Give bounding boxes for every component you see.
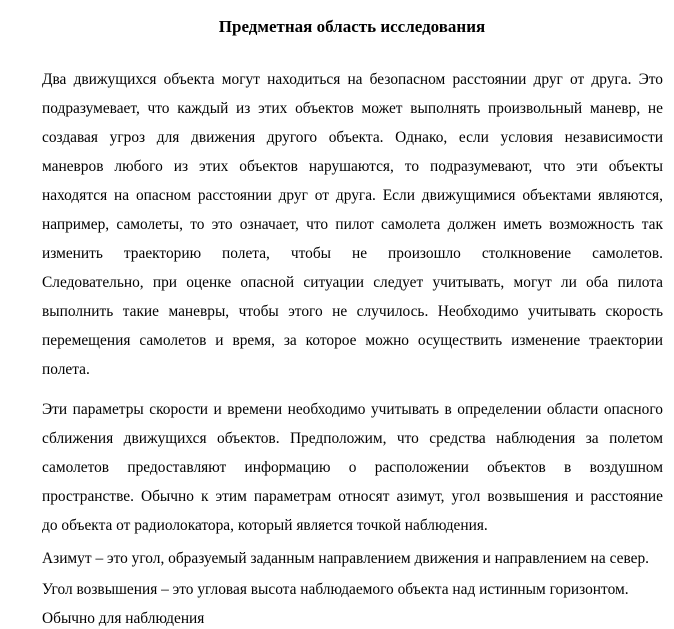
paragraph-line: Следовательно, при оценке опасной ситуации следует учитывать, могут ли оба пилота — [42, 274, 663, 291]
paragraph-line: пространстве. Обычно к этим параметрам относят азимут, угол возвышения и расстояние — [42, 488, 663, 505]
cut-off-text: Обычно для наблюдения — [42, 610, 205, 627]
cut-off-line — [42, 603, 663, 627]
document-title: Предметная область исследования — [218, 17, 486, 36]
paragraph-line: самолетов предоставляют информацию о расположении объектов в воздушном — [42, 459, 663, 476]
paragraph-line: Азимут – это угол, образуемый заданным направлением движения и направлением на север. — [42, 550, 649, 567]
paragraph-line: Эти параметры скорости и времени необходимо учитывать в определении области опасного — [42, 401, 663, 418]
paragraph-line: маневров любого из этих объектов нарушаются, то подразумевают, что эти объекты — [42, 158, 663, 175]
paragraph-line: Угол возвышения – это угловая высота наблюдаемого объекта над истинным горизонтом. — [42, 581, 629, 598]
paragraph-line: создавая угроз для движения другого объекта. Однако, если условия независимости — [42, 129, 663, 146]
paragraph-line: находятся на опасном расстоянии друг от друга. Если движущимися объектами являются, — [42, 187, 663, 204]
paragraph-line: изменить траекторию полета, чтобы не произошло столкновение самолетов. — [42, 245, 663, 262]
paragraph-line: подразумевает, что каждый из этих объектов может выполнять произвольный маневр, не — [42, 100, 663, 117]
paragraph-line: например, самолеты, то это означает, что пилот самолета должен иметь возможность так — [42, 216, 663, 233]
paragraph-line: сближения движущихся объектов. Предположим, что средства наблюдения за полетом — [42, 430, 663, 447]
paragraph-line: перемещения самолетов и время, за которое можно осуществить изменение траектории — [42, 332, 663, 349]
paragraph-line: Два движущихся объекта могут находиться на безопасном расстоянии друг от друга. Это — [42, 71, 663, 88]
paragraph-line: полета. — [42, 361, 90, 378]
paragraph-line: до объекта от радиолокатора, который является точкой наблюдения. — [42, 517, 488, 534]
paragraph-line: выполнить такие маневры, чтобы этого не случилось. Необходимо учитывать скорость — [42, 303, 663, 320]
